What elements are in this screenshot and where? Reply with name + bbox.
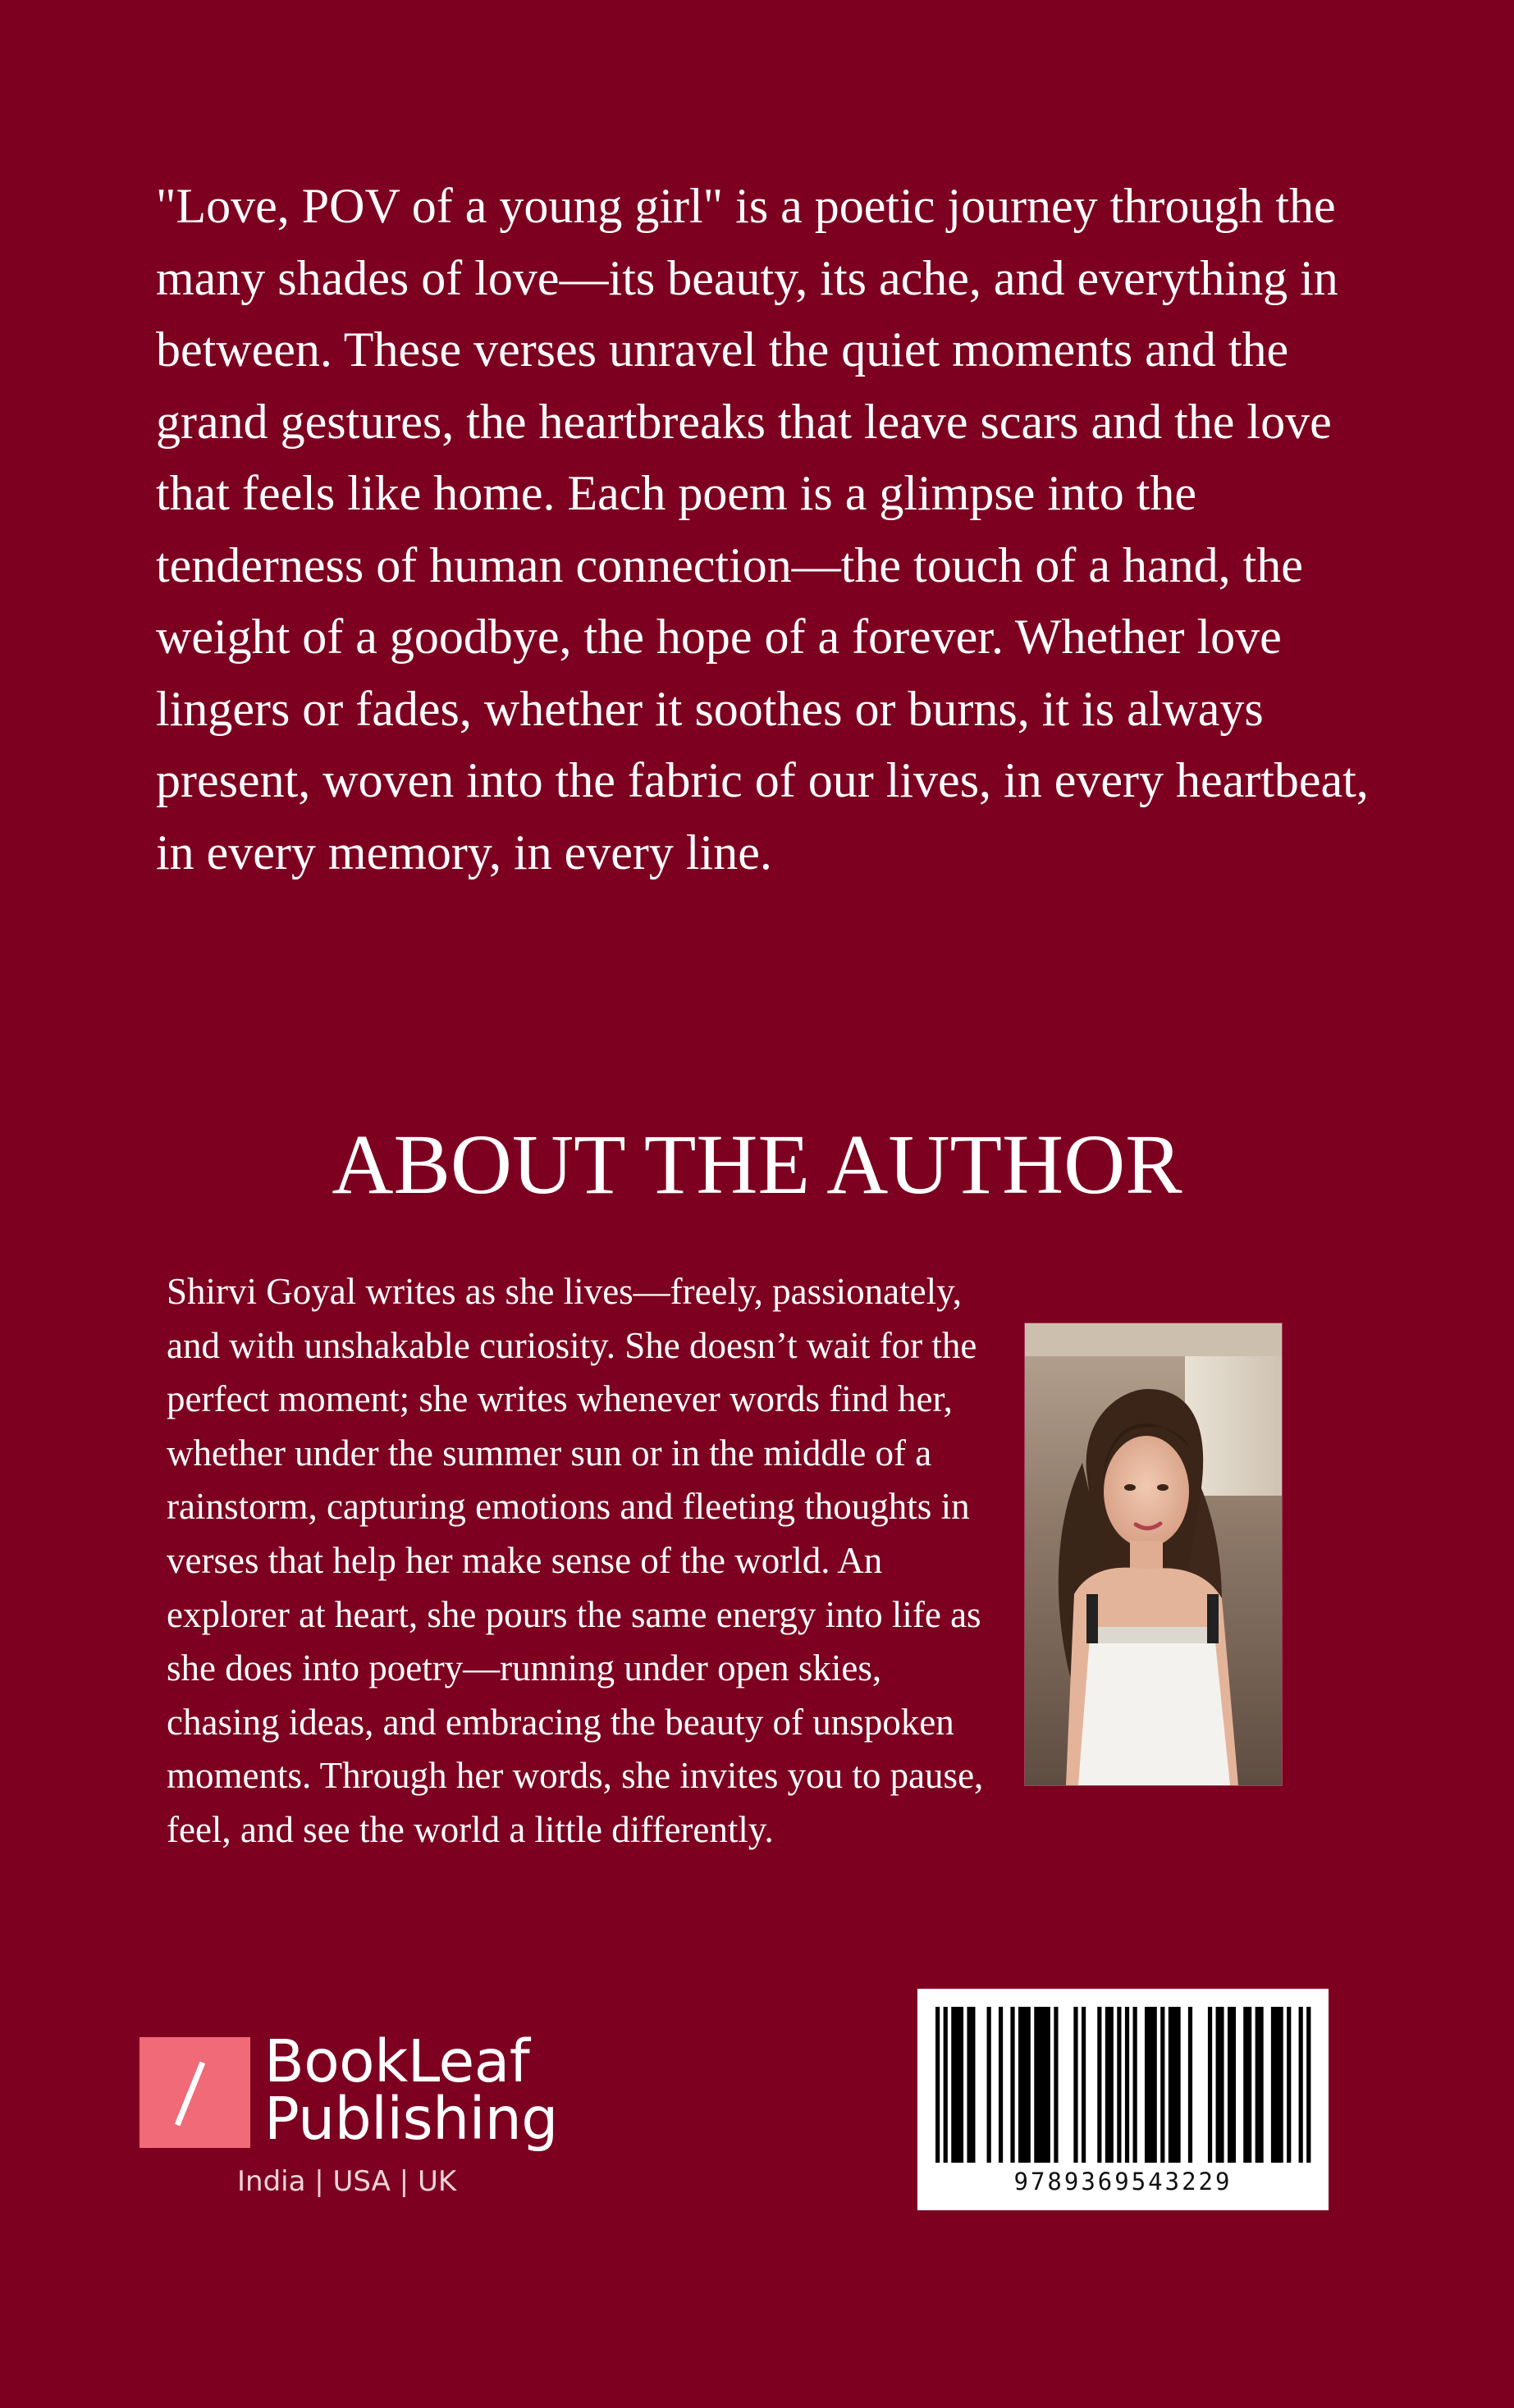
publisher-logo [140,2029,566,2209]
barcode-bar [1256,2007,1260,2163]
barcode-bar [1034,2007,1038,2163]
barcode-bar [1042,2007,1046,2163]
barcode-bar [1275,2007,1279,2163]
about-author-heading: ABOUT THE AUTHOR [332,1117,1182,1212]
barcode-bar [999,2007,1003,2163]
barcode-bar [1208,2007,1212,2163]
barcode-bar [944,2007,948,2163]
barcode-bar [1228,2007,1232,2163]
barcode-bar [1073,2007,1077,2163]
barcode-bar [1027,2007,1031,2163]
barcode-bar [959,2007,963,2163]
publisher-name-line2: Publishing [264,2085,558,2153]
barcode-bar [955,2007,959,2163]
barcode-bar [987,2007,991,2163]
book-blurb: "Love, POV of a young girl" is a poetic journey through the many shades of love—its beauty, its ache, and everything in between. These verses unravel the quiet moments and the grand gestures, the heartbreaks that leave scars and the love that feels like home. Each poem is a glimpse into the tenderness of human connection—the touch of a hand, the weight of a goodbye, the hope of a forever. Whether love lingers or fades, whether it soothes or burns, it is always present, woven into the fabric of our lives, in every heartbeat, in every memory, in every line. [156,179,1369,880]
barcode-bar [1010,2007,1014,2163]
barcode-bar [1271,2007,1275,2163]
barcode-bar [1188,2007,1192,2163]
barcode-bar [971,2007,975,2163]
barcode-bar [1018,2007,1022,2163]
barcode-bar [1287,2007,1291,2163]
barcode-bar [1247,2007,1251,2163]
barcode-bar [1259,2007,1263,2163]
barcode-bar [1097,2007,1101,2163]
publisher-regions: India | USA | UK [237,2165,457,2198]
barcode-bar [951,2007,955,2163]
barcode-bar [1169,2007,1173,2163]
author-photo [1024,1323,1283,1786]
barcode-bar [1082,2007,1086,2163]
barcode-bar [1149,2007,1153,2163]
barcode-bar [1306,2007,1310,2163]
barcode-bar [967,2007,971,2163]
barcode-bar [1160,2007,1164,2163]
barcode-bar [1243,2007,1247,2163]
barcode-bar [1046,2007,1050,2163]
barcode-bar [1145,2007,1149,2163]
barcode-bar [1133,2007,1137,2163]
barcode-bar [1054,2007,1058,2163]
barcode-bars [917,1989,1329,2169]
barcode-bar [935,2007,940,2163]
barcode-bar [1117,2007,1121,2163]
barcode-bar [1232,2007,1236,2163]
barcode-bar [1153,2007,1157,2163]
barcode-bar [1109,2007,1114,2163]
isbn-barcode [917,1989,1329,2210]
barcode-bar [1173,2007,1177,2163]
barcode-bar [1279,2007,1283,2163]
barcode-bar [1216,2007,1220,2163]
author-photo-image [1025,1323,1282,1785]
barcode-bar [1105,2007,1109,2163]
publisher-name-line1: BookLeaf [264,2027,530,2095]
barcode-bar [1299,2007,1303,2163]
isbn-number: 9789369543229 [1013,2168,1233,2196]
barcode-bar [1038,2007,1042,2163]
barcode-bar [1176,2007,1180,2163]
barcode-bar [1022,2007,1027,2163]
author-bio: Shirvi Goyal writes as she lives—freely, passionately, and with unshakable curiosity. She doesn’t wait for the perfect moment; she writes whenever words find her, whether under the summer sun or in the middle of a rainstorm, capturing emotions and fleeting thoughts in verses that help her make sense of the world. An explorer at heart, she pours the same energy into life as she does into poetry—running under open skies, chasing ideas, and embracing the beauty of unspoken moments. Through her words, she invites you to pause, feel, and see the world a little differently. [167,1271,984,1850]
barcode-bar [1125,2007,1129,2163]
barcode-bar [1219,2007,1224,2163]
bookleaf-logo-icon [140,2037,250,2148]
